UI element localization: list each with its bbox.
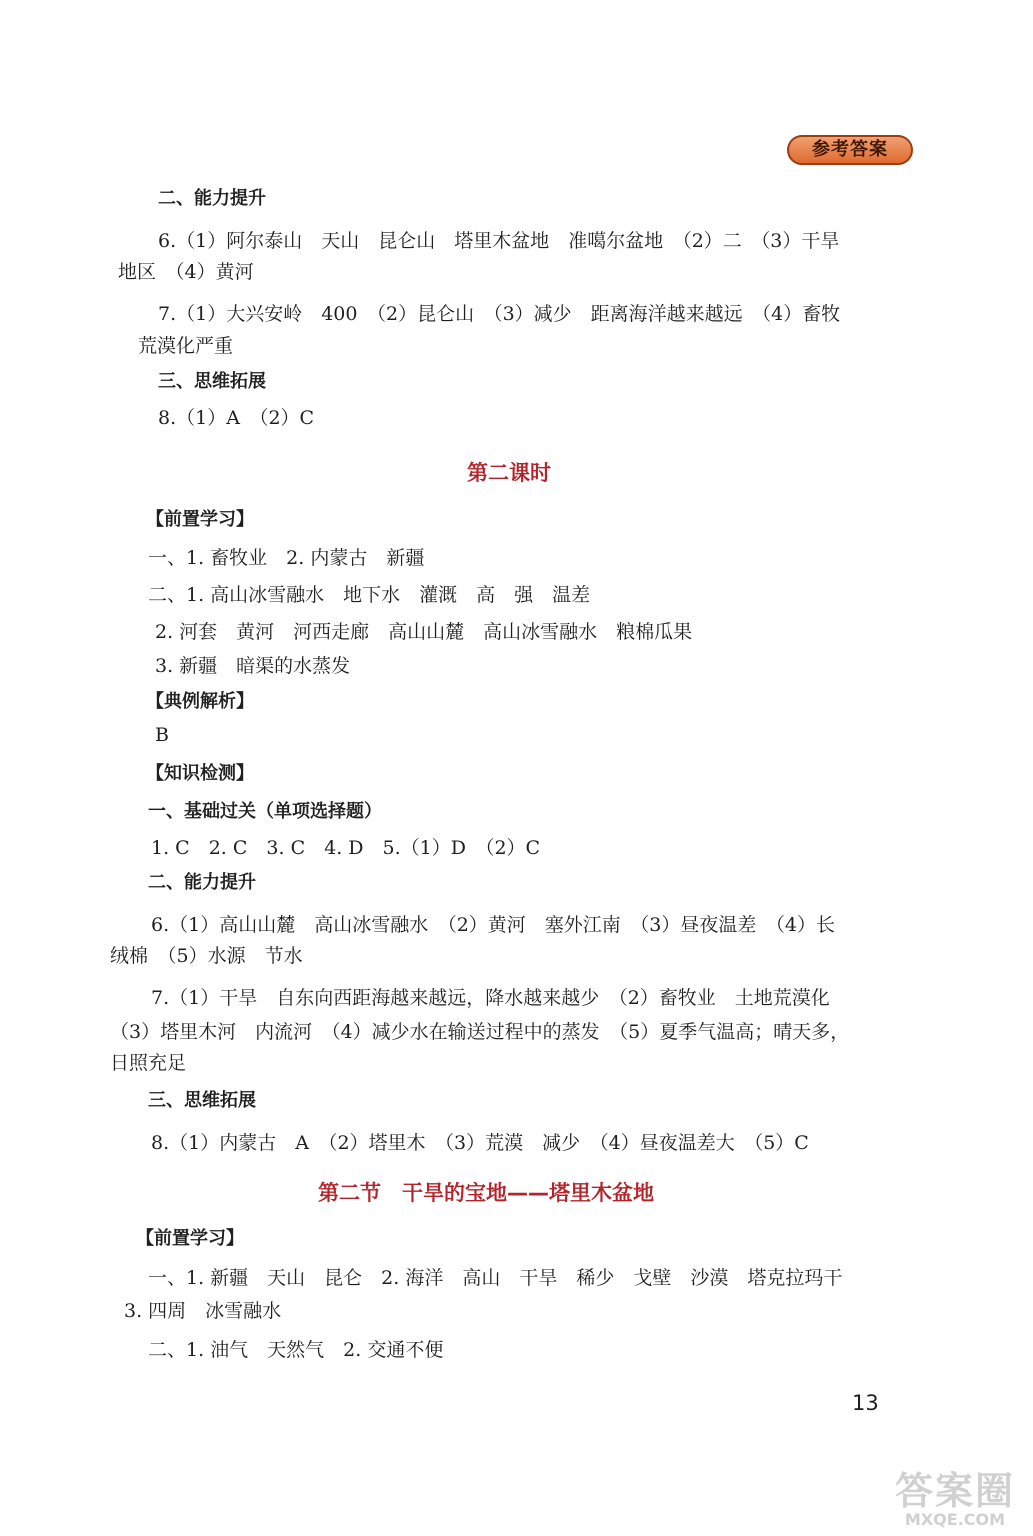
heading-example: 【典例解析】 (146, 691, 254, 712)
section-title-second-lesson: 第二课时 (467, 461, 551, 485)
heading-thinking: 三、思维拓展 (158, 371, 266, 392)
heading-preview: 【前置学习】 (146, 509, 254, 530)
answer-line: 8.（1）A （2）C (158, 407, 315, 429)
answer-key-badge: 参考答案 (787, 135, 913, 165)
heading-basic: 一、基础过关（单项选择题） (148, 801, 382, 822)
answer-line: 3. 四周 冰雪融水 (124, 1300, 282, 1322)
answer-line: 二、1. 高山冰雪融水 地下水 灌溉 高 强 温差 (148, 584, 591, 606)
answer-line: 一、1. 新疆 天山 昆仑 2. 海洋 高山 干旱 稀少 戈壁 沙漠 塔克拉玛干 (148, 1267, 843, 1289)
answer-line: 6.（1）高山山麓 高山冰雪融水 （2）黄河 塞外江南 （3）昼夜温差 （4）长 (151, 914, 835, 936)
heading-ability: 二、能力提升 (148, 872, 256, 893)
answer-line: 1. C 2. C 3. C 4. D 5.（1）D （2）C (151, 837, 541, 859)
answer-line: 6.（1）阿尔泰山 天山 昆仑山 塔里木盆地 准噶尔盆地 （2）二 （3）干旱 (158, 230, 840, 252)
section-title-tarim: 第二节 干旱的宝地——塔里木盆地 (318, 1181, 654, 1205)
answer-line: 2. 河套 黄河 河西走廊 高山山麓 高山冰雪融水 粮棉瓜果 (155, 621, 693, 643)
watermark-sub: MXQE.COM (904, 1510, 1006, 1529)
heading-ability: 二、能力提升 (158, 188, 266, 209)
heading-check: 【知识检测】 (146, 763, 254, 784)
answer-line: 一、1. 畜牧业 2. 内蒙古 新疆 (148, 547, 425, 569)
answer-line: 荒漠化严重 (138, 335, 234, 357)
answer-line: 7.（1）干旱 自东向西距海越来越远，降水越来越少 （2）畜牧业 土地荒漠化 (151, 987, 830, 1009)
answer-line: 日照充足 (110, 1052, 187, 1074)
answer-line: 8.（1）内蒙古 A （2）塔里木 （3）荒漠 减少 （4）昼夜温差大 （5）C (151, 1132, 809, 1154)
answer-line: 3. 新疆 暗渠的水蒸发 (155, 655, 351, 677)
answer-line: B (155, 724, 169, 746)
answer-line: 地区 （4）黄河 (118, 261, 254, 283)
watermark-logo (880, 1470, 1030, 1530)
heading-thinking: 三、思维拓展 (148, 1090, 256, 1111)
watermark-main: 答案圈 (894, 1469, 1015, 1513)
answer-line: 7.（1）大兴安岭 400 （2）昆仑山 （3）减少 距离海洋越来越远 （4）畜牧 (158, 303, 841, 325)
page-number: 13 (852, 1391, 879, 1415)
answer-line: 绒棉 （5）水源 节水 (110, 945, 303, 967)
answer-line: （3）塔里木河 内流河 （4）减少水在输送过程中的蒸发 （5）夏季气温高；晴天多， (110, 1021, 850, 1043)
answer-line: 二、1. 油气 天然气 2. 交通不便 (148, 1339, 444, 1361)
heading-preview: 【前置学习】 (136, 1228, 244, 1249)
